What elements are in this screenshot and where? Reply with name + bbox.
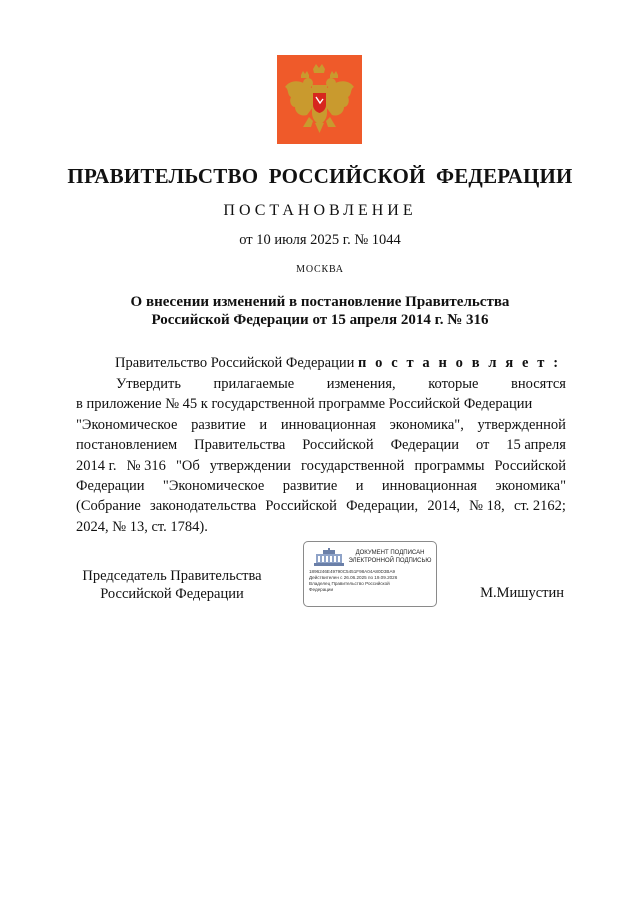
document-subject — [0, 293, 640, 329]
certificate-validity: Действителен с 26.06.2025 по 19.09.2026 — [309, 575, 398, 580]
preamble-text: Правительство Российской Федерации — [115, 355, 355, 371]
body-line: в приложение № 45 к государственной программе Российской Федерации — [76, 396, 533, 413]
resolution-body — [76, 374, 566, 537]
russian-coat-of-arms-icon — [277, 55, 362, 144]
body-line: 2014 г. № 316 "Об утверждении государственной программы Российской — [76, 457, 566, 474]
resolves-word: п о с т а н о в л я е т : — [357, 355, 561, 371]
subject-line: О внесении изменений в постановление Правительства — [130, 294, 510, 310]
certificate-owner: Федерации — [309, 587, 334, 592]
body-line: 2024, № 13, ст. 1784). — [76, 518, 208, 535]
coat-of-arms-emblem — [277, 55, 362, 144]
body-line: Утвердить прилагаемые изменения, которые вносятся — [116, 376, 566, 392]
stamp-details — [309, 569, 397, 593]
body-line: постановлением Правительства Российской Федерации от 15 апреля — [76, 437, 566, 454]
certificate-serial: 1896246E49790C5451F98A04A80D3BA9 — [309, 569, 396, 574]
document-city: МОСКВА — [296, 264, 344, 275]
body-line: (Собрание законодательства Российской Федерации, 2014, № 18, ст. 2162; — [76, 498, 566, 515]
signer-name: М.Мишустин — [480, 585, 564, 601]
document-type: ПОСТАНОВЛЕНИЕ — [223, 202, 417, 219]
body-line: Федерации "Экономическое развитие и инновационная экономика" — [76, 478, 566, 495]
subject-line: Российской Федерации от 15 апреля 2014 г. № 316 — [151, 312, 489, 328]
electronic-signature-stamp — [303, 541, 437, 607]
government-title: ПРАВИТЕЛЬСТВО РОССИЙСКОЙ ФЕДЕРАЦИИ — [67, 164, 573, 188]
stamp-title: ДОКУМЕНТ ПОДПИСАН ЭЛЕКТРОННОЙ ПОДПИСЬЮ — [348, 550, 432, 564]
signer-position: Председатель Правительства Российской Федерации — [82, 568, 262, 602]
government-building-icon — [314, 548, 344, 566]
body-line: "Экономическое развитие и инновационная экономика", утвержденной — [76, 416, 566, 433]
preamble — [115, 355, 561, 372]
document-date-number: от 10 июля 2025 г. № 1044 — [239, 232, 401, 248]
certificate-owner: Владелец Правительство Российской — [309, 581, 390, 586]
